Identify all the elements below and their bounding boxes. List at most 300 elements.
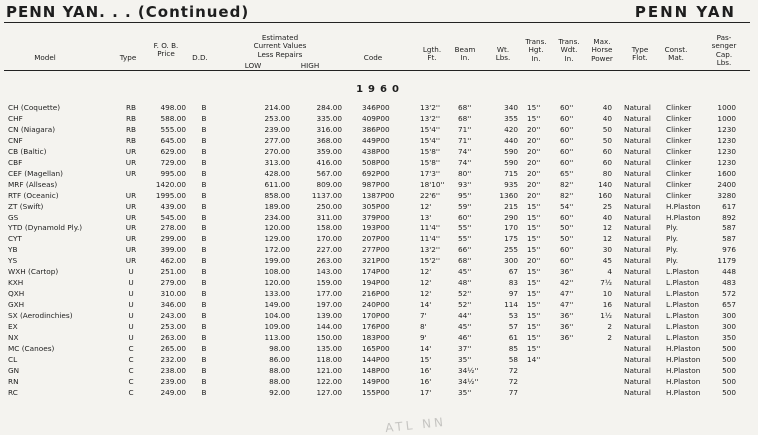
cell-code: 449P00 [362, 135, 390, 145]
cell-code: 987P00 [362, 179, 390, 189]
cell-type: UR [125, 245, 137, 255]
cell-low: 214.00 [264, 103, 290, 112]
cell-wt: 170 [504, 223, 518, 233]
cell-code: 386P00 [362, 124, 390, 134]
cell-type: UR [125, 157, 137, 167]
cell-wt: 114 [504, 300, 518, 310]
cell-high: 159.00 [316, 278, 342, 288]
cell-type: RB [125, 124, 137, 134]
cell-lgth: 8' [420, 322, 427, 331]
cell-pass: 300 [722, 322, 736, 331]
cell-model: KXH [8, 278, 24, 288]
cell-model: CH (Coquette) [8, 103, 61, 112]
cell-dd: B [201, 311, 207, 321]
page-title-right: PENN YAN [634, 3, 736, 21]
cell-hp: 160 [598, 190, 612, 200]
cell-type: UR [125, 146, 137, 156]
cell-flot: Natural [624, 343, 651, 353]
cell-code: 438P00 [362, 146, 390, 156]
cell-twdt: 82'' [560, 190, 574, 200]
cell-high: 263.00 [316, 256, 342, 266]
cell-model: RN [8, 376, 19, 386]
cell-fob: 253.00 [160, 322, 186, 331]
cell-hp: 30 [602, 245, 612, 255]
cell-dd: B [201, 267, 207, 277]
cell-dd: B [201, 113, 207, 123]
cell-thgt: 15'' [527, 300, 541, 310]
cell-low: 88.00 [269, 365, 290, 375]
cell-const: L.Plaston [666, 311, 700, 321]
cell-const: L.Plaston [666, 322, 700, 331]
table-row [0, 377, 758, 388]
cell-hp: 2 [607, 322, 612, 331]
cell-twdt: 54'' [560, 201, 574, 211]
page-title-left: PENN YAN. . . (Continued) [6, 3, 250, 21]
cell-beam: 45'' [458, 322, 472, 331]
cell-thgt: 15'' [527, 212, 541, 222]
cell-beam: 52'' [458, 289, 472, 299]
cell-const: H.Plaston [666, 354, 701, 364]
cell-flot: Natural [624, 212, 651, 222]
cell-pass: 500 [722, 343, 736, 353]
cell-dd: B [201, 376, 207, 386]
cell-dd: B [201, 103, 207, 112]
cell-dd: B [201, 332, 207, 342]
cell-high: 416.00 [316, 157, 342, 167]
cell-pass: 300 [722, 311, 736, 321]
cell-hp: 40 [602, 113, 612, 123]
column-header-low: LOW [244, 61, 262, 70]
cell-hp: 16 [602, 300, 612, 310]
table-row [0, 191, 758, 202]
column-header-type: Type [119, 53, 137, 62]
cell-flot: Natural [624, 311, 651, 321]
cell-hp: 25 [602, 201, 612, 211]
cell-lgth: 7' [420, 311, 427, 321]
cell-const: H.Plaston [666, 376, 701, 386]
cell-low: 120.00 [264, 223, 290, 233]
cell-model: CNF [8, 135, 23, 145]
cell-lgth: 15'2'' [420, 256, 440, 266]
cell-pass: 500 [722, 387, 736, 397]
cell-wt: 77 [508, 387, 518, 397]
cell-pass: 500 [722, 376, 736, 386]
cell-high: 135.00 [316, 343, 342, 353]
table-row [0, 333, 758, 344]
cell-flot: Natural [624, 113, 651, 123]
cell-flot: Natural [624, 322, 651, 331]
cell-beam: 52'' [458, 300, 472, 310]
cell-lgth: 16' [420, 365, 432, 375]
cell-fob: 1995.00 [155, 190, 186, 200]
cell-hp: 4 [607, 267, 612, 277]
cell-fob: 263.00 [160, 332, 186, 342]
cell-fob: 399.00 [160, 245, 186, 255]
cell-thgt: 15'' [527, 245, 541, 255]
table-row [0, 223, 758, 234]
table-row [0, 136, 758, 147]
cell-lgth: 12' [420, 289, 432, 299]
cell-thgt: 20'' [527, 135, 541, 145]
cell-hp: 140 [598, 179, 612, 189]
cell-lgth: 13'2'' [420, 245, 440, 255]
cell-type: UR [125, 234, 137, 244]
cell-code: 277P00 [362, 245, 390, 255]
cell-hp: 60 [602, 157, 612, 167]
cell-low: 104.00 [264, 311, 290, 321]
cell-code: 305P00 [362, 201, 390, 211]
cell-code: 1387P00 [362, 190, 395, 200]
cell-wt: 72 [508, 376, 518, 386]
cell-low: 253.00 [264, 113, 290, 123]
cell-dd: B [201, 278, 207, 288]
table-row [0, 147, 758, 158]
bleed-through-text: ATL NN [384, 414, 447, 435]
cell-model: CN (Niagara) [8, 124, 56, 134]
cell-flot: Natural [624, 332, 651, 342]
cell-type: U [128, 278, 134, 288]
cell-type: U [128, 267, 134, 277]
cell-high: 158.00 [316, 223, 342, 233]
cell-model: CL [8, 354, 18, 364]
cell-pass: 572 [722, 289, 736, 299]
cell-code: 176P00 [362, 322, 390, 331]
cell-twdt: 82'' [560, 179, 574, 189]
cell-wt: 590 [504, 157, 518, 167]
cell-wt: 57 [508, 322, 518, 331]
cell-flot: Natural [624, 223, 651, 233]
cell-thgt: 15'' [527, 289, 541, 299]
cell-low: 109.00 [264, 322, 290, 331]
cell-pass: 500 [722, 365, 736, 375]
cell-fob: 299.00 [160, 234, 186, 244]
cell-lgth: 12' [420, 201, 432, 211]
cell-const: L.Plaston [666, 267, 700, 277]
cell-const: Ply. [666, 234, 679, 244]
cell-fob: 439.00 [160, 201, 186, 211]
cell-type: C [128, 376, 134, 386]
column-header-flot: Type Flot. [631, 45, 649, 63]
cell-fob: 645.00 [160, 135, 186, 145]
cell-dd: B [201, 300, 207, 310]
cell-const: H.Plaston [666, 201, 701, 211]
cell-wt: 935 [504, 179, 518, 189]
cell-wt: 58 [508, 354, 518, 364]
cell-const: Clinker [666, 124, 692, 134]
cell-lgth: 11'4'' [420, 234, 440, 244]
cell-model: CHF [8, 113, 23, 123]
cell-type: C [128, 343, 134, 353]
cell-code: 183P00 [362, 332, 390, 342]
cell-dd: B [201, 168, 207, 178]
cell-code: 508P00 [362, 157, 390, 167]
year-heading: 1960 [356, 84, 404, 95]
cell-code: 170P00 [362, 311, 390, 321]
cell-flot: Natural [624, 278, 651, 288]
cell-const: Clinker [666, 157, 692, 167]
cell-beam: 68'' [458, 103, 472, 112]
cell-model: SX (Aerodinchies) [8, 311, 73, 321]
cell-high: 197.00 [316, 300, 342, 310]
cell-thgt: 15'' [527, 343, 541, 353]
cell-type: UR [125, 256, 137, 266]
cell-wt: 255 [504, 245, 518, 255]
cell-model: YS [8, 256, 18, 266]
cell-dd: B [201, 343, 207, 353]
top-rule [4, 22, 750, 23]
cell-pass: 1230 [717, 124, 736, 134]
cell-hp: 7½ [600, 278, 612, 288]
cell-low: 270.00 [264, 146, 290, 156]
cell-high: 127.00 [316, 387, 342, 397]
cell-code: 194P00 [362, 278, 390, 288]
cell-dd: B [201, 354, 207, 364]
cell-twdt: 47'' [560, 300, 574, 310]
cell-beam: 59'' [458, 201, 472, 211]
cell-model: EX [8, 322, 18, 331]
cell-hp: 45 [602, 256, 612, 266]
cell-code: 174P00 [362, 267, 390, 277]
cell-pass: 2400 [717, 179, 736, 189]
cell-model: YTD (Dynamold Ply.) [8, 223, 83, 233]
cell-twdt: 36'' [560, 332, 574, 342]
cell-flot: Natural [624, 300, 651, 310]
table-row [0, 245, 758, 256]
cell-high: 170.00 [316, 234, 342, 244]
table-row [0, 344, 758, 355]
cell-flot: Natural [624, 267, 651, 277]
cell-code: 148P00 [362, 365, 390, 375]
cell-model: RTF (Oceanic) [8, 190, 59, 200]
cell-flot: Natural [624, 124, 651, 134]
cell-const: L.Plaston [666, 332, 700, 342]
cell-const: L.Plaston [666, 289, 700, 299]
cell-dd: B [201, 245, 207, 255]
cell-fob: 265.00 [160, 343, 186, 353]
cell-high: 250.00 [316, 201, 342, 211]
cell-model: CBF [8, 157, 23, 167]
column-header-wt: Wt. Lbs. [495, 45, 511, 63]
cell-pass: 587 [722, 234, 736, 244]
cell-thgt: 14'' [527, 354, 541, 364]
cell-wt: 215 [504, 201, 518, 211]
cell-dd: B [201, 289, 207, 299]
table-row [0, 213, 758, 224]
cell-twdt: 60'' [560, 212, 574, 222]
table-row [0, 103, 758, 114]
column-header-code: Code [363, 53, 383, 62]
column-header-twdt: Trans. Wdt. In. [558, 37, 580, 63]
column-header-thgt: Trans. Hgt. In. [525, 37, 547, 63]
cell-wt: 175 [504, 234, 518, 244]
cell-high: 809.00 [316, 179, 342, 189]
cell-lgth: 12' [420, 278, 432, 288]
cell-model: NX [8, 332, 19, 342]
cell-flot: Natural [624, 234, 651, 244]
cell-const: Clinker [666, 103, 692, 112]
cell-beam: 68'' [458, 256, 472, 266]
table-row [0, 388, 758, 399]
column-header-dd: D.D. [192, 53, 208, 62]
table-row [0, 202, 758, 213]
cell-beam: 46'' [458, 332, 472, 342]
cell-wt: 715 [504, 168, 518, 178]
cell-beam: 74'' [458, 157, 472, 167]
cell-high: 567.00 [316, 168, 342, 178]
column-header-lgth: Lgth. Ft. [422, 45, 442, 63]
table-row [0, 114, 758, 125]
cell-beam: 48'' [458, 278, 472, 288]
cell-low: 129.00 [264, 234, 290, 244]
cell-fob: 555.00 [160, 124, 186, 134]
cell-lgth: 14' [420, 300, 432, 310]
table-row [0, 267, 758, 278]
cell-low: 98.00 [269, 343, 290, 353]
cell-const: L.Plaston [666, 300, 700, 310]
cell-model: YB [8, 245, 18, 255]
cell-thgt: 20'' [527, 168, 541, 178]
cell-beam: 45'' [458, 267, 472, 277]
cell-type: U [128, 289, 134, 299]
cell-low: 277.00 [264, 135, 290, 145]
column-header-hp: Max. Horse Power [591, 37, 613, 63]
cell-beam: 66'' [458, 245, 472, 255]
cell-code: 692P00 [362, 168, 390, 178]
cell-dd: B [201, 135, 207, 145]
column-header-est: Estimated Current Values Less Repairs [253, 33, 307, 59]
cell-thgt: 15'' [527, 278, 541, 288]
cell-high: 121.00 [316, 365, 342, 375]
cell-pass: 3280 [717, 190, 736, 200]
cell-thgt: 20'' [527, 256, 541, 266]
cell-beam: 95'' [458, 190, 472, 200]
cell-twdt: 60'' [560, 146, 574, 156]
cell-hp: 1½ [600, 311, 612, 321]
cell-fob: 232.00 [160, 354, 186, 364]
cell-code: 193P00 [362, 223, 390, 233]
cell-flot: Natural [624, 289, 651, 299]
cell-thgt: 15'' [527, 113, 541, 123]
cell-lgth: 13'2'' [420, 113, 440, 123]
cell-low: 88.00 [269, 376, 290, 386]
cell-pass: 1600 [717, 168, 736, 178]
cell-fob: 629.00 [160, 146, 186, 156]
cell-type: RB [125, 103, 137, 112]
cell-wt: 83 [508, 278, 518, 288]
cell-type: C [128, 354, 134, 364]
cell-dd: B [201, 190, 207, 200]
cell-hp: 10 [602, 289, 612, 299]
cell-thgt: 15'' [527, 201, 541, 211]
cell-lgth: 22'6'' [420, 190, 440, 200]
cell-dd: B [201, 212, 207, 222]
cell-high: 144.00 [316, 322, 342, 331]
cell-twdt: 60'' [560, 256, 574, 266]
cell-flot: Natural [624, 365, 651, 375]
cell-low: 611.00 [264, 179, 290, 189]
cell-fob: 239.00 [160, 376, 186, 386]
cell-type: UR [125, 212, 137, 222]
cell-const: H.Plaston [666, 387, 701, 397]
cell-beam: 71'' [458, 135, 472, 145]
table-row [0, 278, 758, 289]
cell-thgt: 15'' [527, 234, 541, 244]
cell-beam: 35'' [458, 354, 472, 364]
cell-pass: 1230 [717, 135, 736, 145]
cell-type: RB [125, 113, 137, 123]
cell-beam: 80'' [458, 168, 472, 178]
cell-low: 108.00 [264, 267, 290, 277]
cell-lgth: 15'8'' [420, 146, 440, 156]
cell-lgth: 15'4'' [420, 124, 440, 134]
cell-flot: Natural [624, 245, 651, 255]
cell-twdt: 36'' [560, 322, 574, 331]
cell-beam: 71'' [458, 124, 472, 134]
cell-code: 321P00 [362, 256, 390, 266]
table-row [0, 256, 758, 267]
cell-fob: 238.00 [160, 365, 186, 375]
cell-type: UR [125, 201, 137, 211]
cell-twdt: 36'' [560, 267, 574, 277]
cell-lgth: 9' [420, 332, 427, 342]
cell-const: Ply. [666, 223, 679, 233]
cell-beam: 55'' [458, 223, 472, 233]
cell-const: Clinker [666, 113, 692, 123]
cell-lgth: 17' [420, 387, 432, 397]
cell-beam: 68'' [458, 113, 472, 123]
cell-fob: 588.00 [160, 113, 186, 123]
cell-low: 149.00 [264, 300, 290, 310]
table-row [0, 234, 758, 245]
cell-flot: Natural [624, 387, 651, 397]
cell-flot: Natural [624, 256, 651, 266]
cell-thgt: 15'' [527, 332, 541, 342]
cell-flot: Natural [624, 190, 651, 200]
cell-fob: 995.00 [160, 168, 186, 178]
cell-flot: Natural [624, 354, 651, 364]
cell-thgt: 20'' [527, 124, 541, 134]
cell-fob: 1420.00 [155, 179, 186, 189]
column-header-fob: F. O. B. Price [153, 41, 179, 59]
cell-model: CB (Baltic) [8, 146, 47, 156]
cell-twdt: 36'' [560, 311, 574, 321]
cell-flot: Natural [624, 135, 651, 145]
cell-hp: 12 [602, 234, 612, 244]
cell-model: CYT [8, 234, 22, 244]
cell-wt: 53 [508, 311, 518, 321]
cell-lgth: 16' [420, 376, 432, 386]
cell-wt: 420 [504, 124, 518, 134]
cell-high: 359.00 [316, 146, 342, 156]
cell-low: 858.00 [264, 190, 290, 200]
cell-dd: B [201, 256, 207, 266]
cell-type: UR [125, 223, 137, 233]
table-row [0, 180, 758, 191]
cell-lgth: 14' [420, 343, 432, 353]
cell-pass: 1000 [717, 113, 736, 123]
table-row [0, 289, 758, 300]
cell-type: UR [125, 168, 137, 178]
cell-const: Clinker [666, 146, 692, 156]
table-row [0, 366, 758, 377]
cell-pass: 1230 [717, 157, 736, 167]
cell-twdt: 47'' [560, 289, 574, 299]
cell-beam: 60'' [458, 212, 472, 222]
cell-const: Clinker [666, 190, 692, 200]
cell-twdt: 42'' [560, 278, 574, 288]
cell-wt: 300 [504, 256, 518, 266]
cell-fob: 545.00 [160, 212, 186, 222]
